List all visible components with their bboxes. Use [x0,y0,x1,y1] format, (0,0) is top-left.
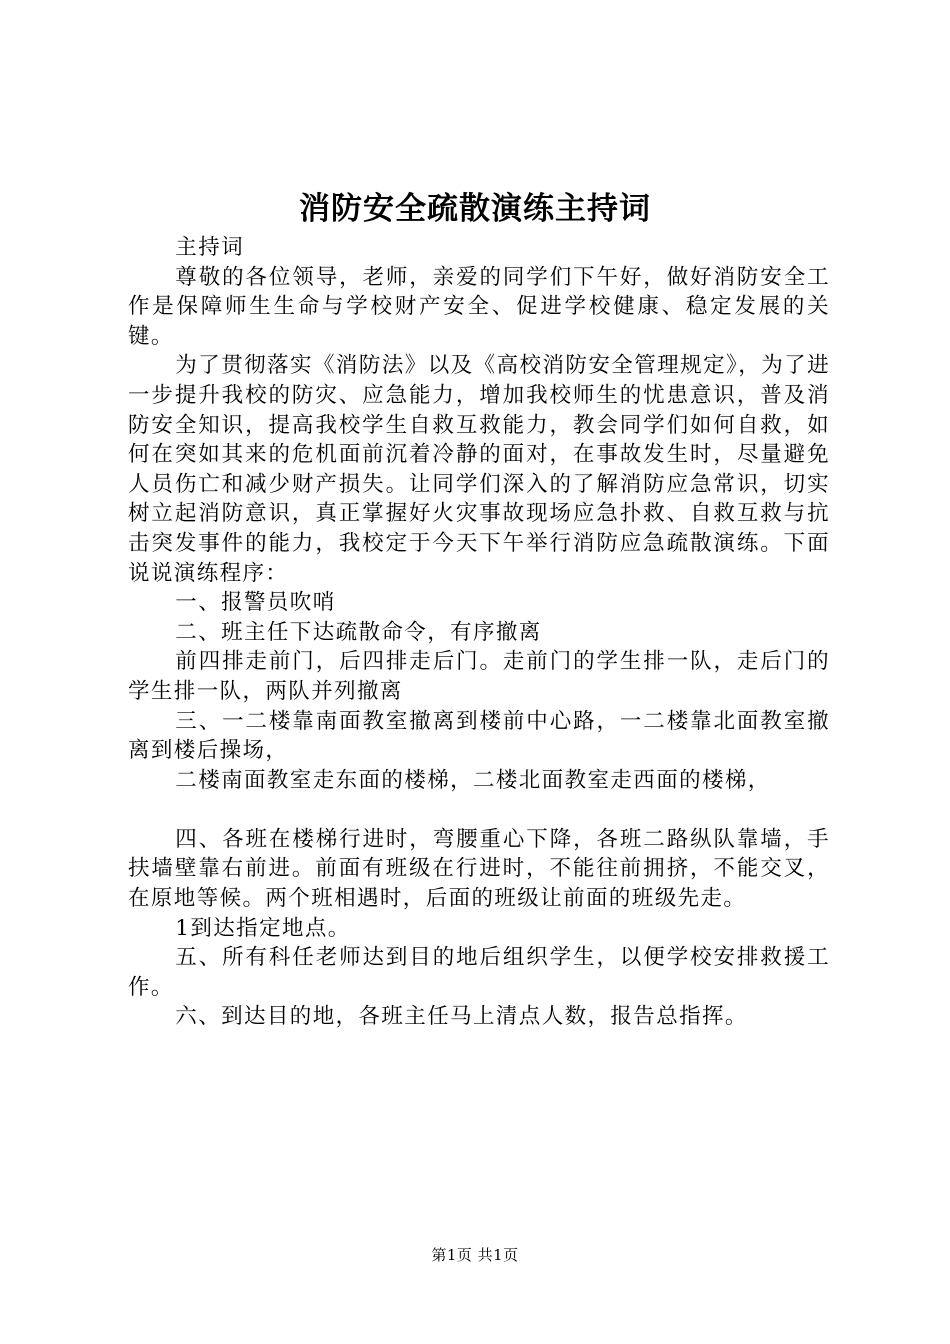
paragraph-step-4: 四、各班在楼梯行进时，弯腰重心下降，各班二路纵队靠墙，手扶墙壁靠右前进。前面有班级在行进时，不能往前拥挤，不能交叉，在原地等候。两个班相遇时，后面的班级让前面的班级先走。 [128,826,830,912]
blank-line [128,795,830,825]
paragraph-purpose: 为了贯彻落实《消防法》以及《高校消防安全管理规定》，为了进一步提升我校的防灾、应急能力，增加我校师生的忧患意识，普及消防安全知识，提高我校学生自救互救能力，教会同学们如何自救，如何在突如其来的危机面前沉着冷静的面对，在事故发生时，尽量避免人员伤亡和减少财产损失。让同学们深入的了解消防应急常识，切实树立起消防意识，真正掌握好火灾事故现场应急扑救、自救互救与抗击突发事件的能力，我校定于今天下午举行消防应急疏散演练。下面说说演练程序： [128,353,830,586]
page-footer: 第1页 共1页 [431,1246,519,1264]
paragraph-greeting: 尊敬的各位领导，老师，亲爱的同学们下午好，做好消防安全工作是保障师生生命与学校财产安全、促进学校健康、稳定发展的关键。 [128,264,830,349]
paragraph-step-1: 一、报警员吹哨 [175,590,336,616]
paragraph-heading: 主持词 [175,235,244,260]
paragraph-step-3: 三、一二楼靠南面教室撤离到楼前中心路，一二楼靠北面教室撤离到楼后操场， [128,708,830,764]
paragraph-step-3-detail: 二楼南面教室走东面的楼梯，二楼北面教室走西面的楼梯， [175,767,771,793]
paragraph-step-4-detail: 1到达指定地点。 [175,915,351,941]
paragraph-step-2-detail: 前四排走前门，后四排走后门。走前门的学生排一队，走后门的学生排一队，两队并列撤离 [128,649,830,704]
document-body [128,233,830,1032]
paragraph-step-2: 二、班主任下达疏散命令，有序撤离 [175,619,542,645]
document-title: 消防安全疏散演练主持词 [299,191,651,227]
paragraph-step-6: 六、到达目的地，各班主任马上清点人数，报告总指挥。 [175,1004,748,1030]
paragraph-step-5: 五、所有科任老师达到目的地后组织学生，以便学校安排救援工作。 [128,945,830,1000]
